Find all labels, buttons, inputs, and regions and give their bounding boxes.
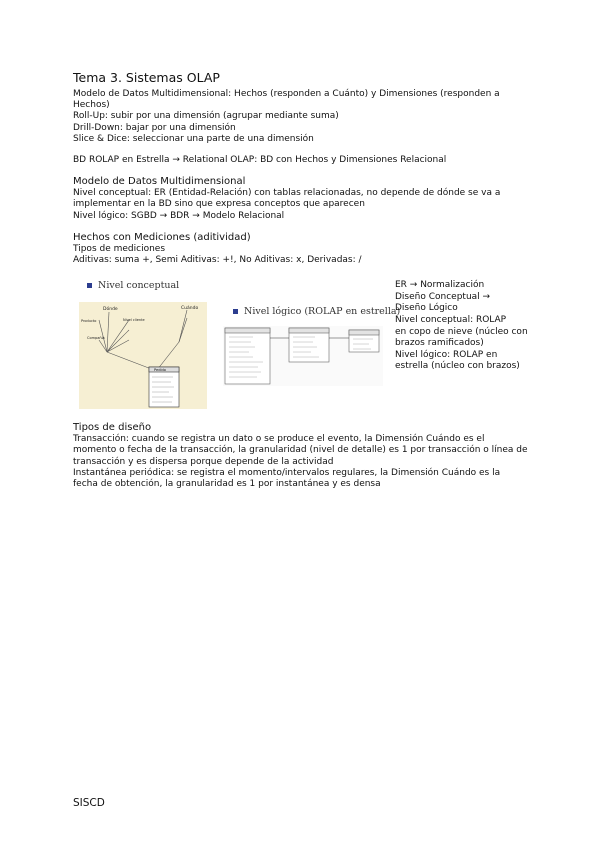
- page-footer: SISCD: [73, 797, 105, 809]
- dim-nivel-cliente-label: Nivel cliente: [123, 318, 145, 323]
- diseno-line: momento o fecha de la transacción, la granularidad (nivel de detalle) es 1 por transacción o línea de: [73, 445, 528, 456]
- logical-diagram-svg: [223, 326, 383, 386]
- dim-producto-label: Producto: [81, 319, 97, 324]
- side-note-line: Nivel conceptual: ROLAP: [395, 315, 507, 326]
- modelo-line: implementar en la BD sino que expresa conceptos que aparecen: [73, 199, 365, 210]
- side-note-line: Diseño Conceptual →: [395, 291, 491, 302]
- hechos-heading: Hechos con Mediciones (aditividad): [73, 231, 251, 243]
- bullet-square-icon: [87, 283, 92, 288]
- dim-compania-label: Compañía: [87, 336, 105, 341]
- side-notes: [395, 280, 535, 373]
- dim-cuando-label: Cuándo: [181, 306, 199, 312]
- olap-figure: [73, 276, 543, 416]
- intro-line: Slice & Dice: seleccionar una parte de una dimensión: [73, 133, 314, 144]
- conceptual-diagram: [79, 302, 207, 409]
- logical-diagram: [223, 326, 383, 386]
- side-note-line: estrella (núcleo con brazos): [395, 361, 520, 372]
- side-note-line: ER → Normalización: [395, 280, 485, 291]
- diseno-line: transacción y es dispersa porque depende de la actividad: [73, 456, 334, 467]
- intro-line: Drill-Down: bajar por una dimensión: [73, 122, 236, 133]
- conceptual-label: Nivel conceptual: [87, 280, 179, 291]
- intro-line: Roll-Up: subir por una dimensión (agrupar mediante suma): [73, 111, 339, 122]
- fact-table-title: Pedido: [154, 368, 167, 373]
- bd-rolap-line: BD ROLAP en Estrella → Relational OLAP: BD con Hechos y Dimensiones Relacional: [73, 155, 447, 166]
- side-note-line: brazos ramificados): [395, 338, 484, 349]
- side-note-line: Diseño Lógico: [395, 303, 458, 314]
- conceptual-diagram-svg: [79, 302, 207, 409]
- modelo-heading: Modelo de Datos Multidimensional: [73, 176, 246, 188]
- diseno-line: fecha de obtención, la granularidad es 1 por instantánea y es densa: [73, 479, 381, 490]
- modelo-line: Nivel conceptual: ER (Entidad-Relación) con tablas relacionadas, no depende de dónde se va a: [73, 188, 501, 199]
- diseno-heading: Tipos de diseño: [73, 422, 152, 434]
- intro-line: Modelo de Datos Multidimensional: Hechos (responden a Cuánto) y Dimensiones (responden a: [73, 89, 500, 99]
- hechos-line: Tipos de mediciones: [73, 243, 166, 254]
- hechos-line: Aditivas: suma +, Semi Aditivas: +!, No Aditivas: x, Derivadas: /: [73, 255, 362, 266]
- intro-block: [73, 89, 533, 145]
- modelo-line: Nivel lógico: SGBD → BDR → Modelo Relacional: [73, 210, 285, 221]
- side-note-line: Nivel lógico: ROLAP en: [395, 349, 498, 360]
- diseno-line: Instantánea periódica: se registra el momento/intervalos regulares, la Dimensión Cuándo es la: [73, 467, 501, 478]
- bullet-square-icon: [233, 309, 238, 314]
- document-body: [73, 70, 533, 490]
- logical-label: Nivel lógico (ROLAP en estrella): [233, 306, 400, 317]
- intro-line: Hechos): [73, 100, 110, 111]
- dim-donde-label: Dónde: [103, 307, 118, 313]
- side-note-line: en copo de nieve (núcleo con: [395, 326, 528, 337]
- page-title: Tema 3. Sistemas OLAP: [73, 70, 220, 85]
- diseno-line: Transacción: cuando se registra un dato o se produce el evento, la Dimensión Cuándo es el: [73, 434, 485, 445]
